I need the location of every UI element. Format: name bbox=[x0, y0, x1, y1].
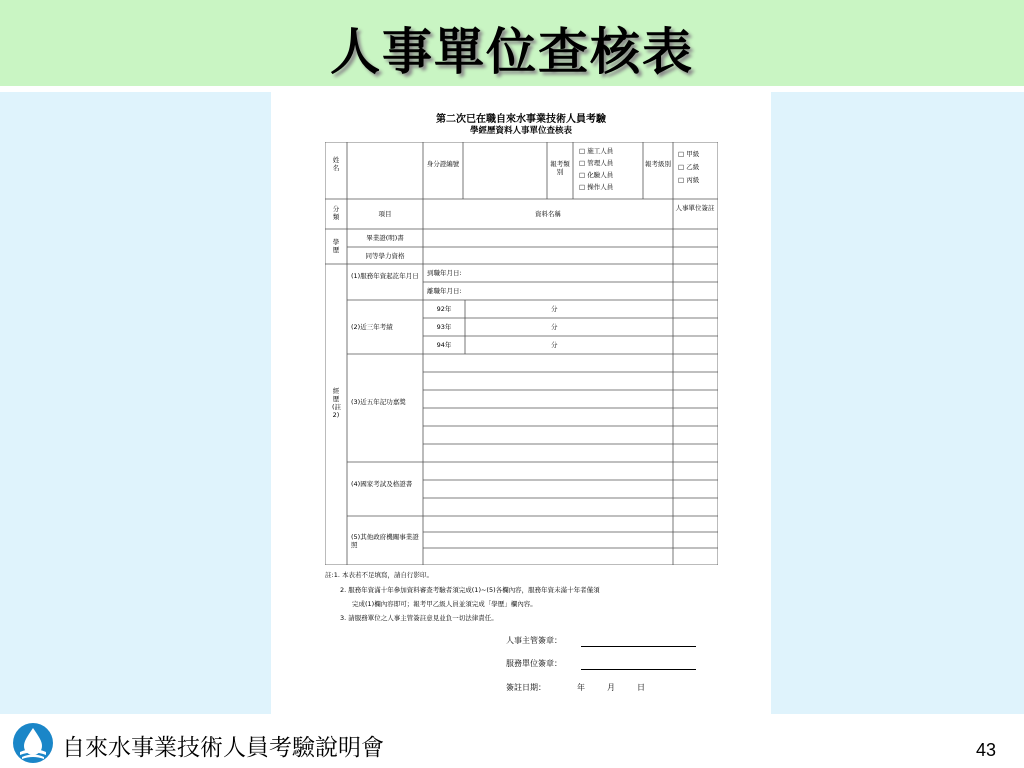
unit-signature-line[interactable] bbox=[581, 669, 696, 670]
data-name-header: 資料名稱 bbox=[535, 210, 561, 218]
level-checkbox-a[interactable]: □ 甲級 bbox=[678, 150, 700, 158]
note-3: 3. 請服務單位之人事主管簽註意見並負一切法律責任。 bbox=[340, 614, 498, 622]
water-drop-logo-icon bbox=[12, 722, 54, 764]
evaluation-unit-92: 分 bbox=[551, 305, 558, 313]
experience-item-national-exam: (4)國家考試及格證書 bbox=[351, 480, 413, 488]
education-label: 學歷 bbox=[332, 238, 340, 254]
page-number: 43 bbox=[976, 740, 997, 760]
experience-item-other-license: (5)其他政府機關事業證照 bbox=[351, 533, 419, 549]
slide-title: 人事單位查核表 bbox=[330, 23, 694, 81]
note-1: 註:1. 本表若不足填寫，請自行影印。 bbox=[325, 571, 433, 579]
category-checkbox-management[interactable]: □ 管理人員 bbox=[579, 159, 614, 167]
level-checkbox-c[interactable]: □ 丙級 bbox=[678, 176, 700, 184]
verification-form bbox=[325, 142, 718, 565]
experience-item-service: (1)服務年資起訖年月日 bbox=[351, 272, 419, 280]
exam-level-label: 報考級別 bbox=[645, 160, 671, 168]
footer-title: 自來水事業技術人員考驗說明會 bbox=[62, 735, 384, 761]
evaluation-year-93: 93年 bbox=[436, 323, 452, 331]
sign-date-year: 年 bbox=[577, 683, 585, 692]
education-row-diploma: 畢業證(明)書 bbox=[366, 234, 404, 242]
class-header: 分類 bbox=[332, 205, 340, 221]
sign-date-month: 月 bbox=[607, 683, 615, 692]
hr-sign-header: 人事單位簽註 bbox=[675, 204, 715, 212]
note-2-continued: 完成(1)欄內容即可；報考甲乙級人員並須完成「學歷」欄內容。 bbox=[352, 600, 537, 608]
evaluation-year-92: 92年 bbox=[436, 305, 452, 313]
id-number-label: 身分證編號 bbox=[426, 160, 460, 168]
hr-chief-signature-line[interactable] bbox=[581, 646, 696, 647]
experience-label: 經歷(註2) bbox=[332, 387, 342, 419]
evaluation-unit-94: 分 bbox=[551, 341, 558, 349]
experience-item-evaluation: (2)近三年考績 bbox=[351, 323, 393, 331]
exam-category-label: 報考類別 bbox=[550, 160, 570, 176]
sign-date-label: 簽註日期： bbox=[506, 683, 546, 692]
education-row-equivalent: 同等學力資格 bbox=[365, 252, 405, 260]
document-subtitle: 學經歷資料人事單位查核表 bbox=[469, 126, 572, 136]
experience-item-merits: (3)近五年記功嘉獎 bbox=[351, 398, 406, 406]
level-checkbox-b[interactable]: □ 乙級 bbox=[678, 163, 700, 171]
item-header: 項目 bbox=[378, 210, 392, 218]
hr-chief-signature-label: 人事主管簽章： bbox=[506, 636, 562, 645]
evaluation-year-94: 94年 bbox=[436, 341, 452, 349]
category-checkbox-operation[interactable]: □ 操作人員 bbox=[579, 183, 614, 191]
note-2: 2. 服務年資滿十年參加資料審查考驗者須完成(1)~(5)各欄內容，服務年資未滿十年者僅須 bbox=[340, 586, 600, 594]
document-title: 第二次已在職自來水事業技術人員考驗 bbox=[436, 114, 606, 125]
name-label: 姓名 bbox=[332, 156, 340, 172]
form-grid bbox=[325, 142, 718, 565]
leave-date-line: 離職年月日: bbox=[427, 287, 462, 295]
evaluation-unit-93: 分 bbox=[551, 323, 558, 331]
sign-date-day: 日 bbox=[637, 683, 645, 692]
unit-signature-label: 服務單位簽章： bbox=[506, 659, 562, 668]
hire-date-line: 到職年月日: bbox=[427, 269, 462, 277]
category-checkbox-construction[interactable]: □ 施工人員 bbox=[579, 147, 614, 155]
category-checkbox-lab[interactable]: □ 化驗人員 bbox=[579, 171, 614, 179]
document-scan bbox=[271, 92, 771, 714]
